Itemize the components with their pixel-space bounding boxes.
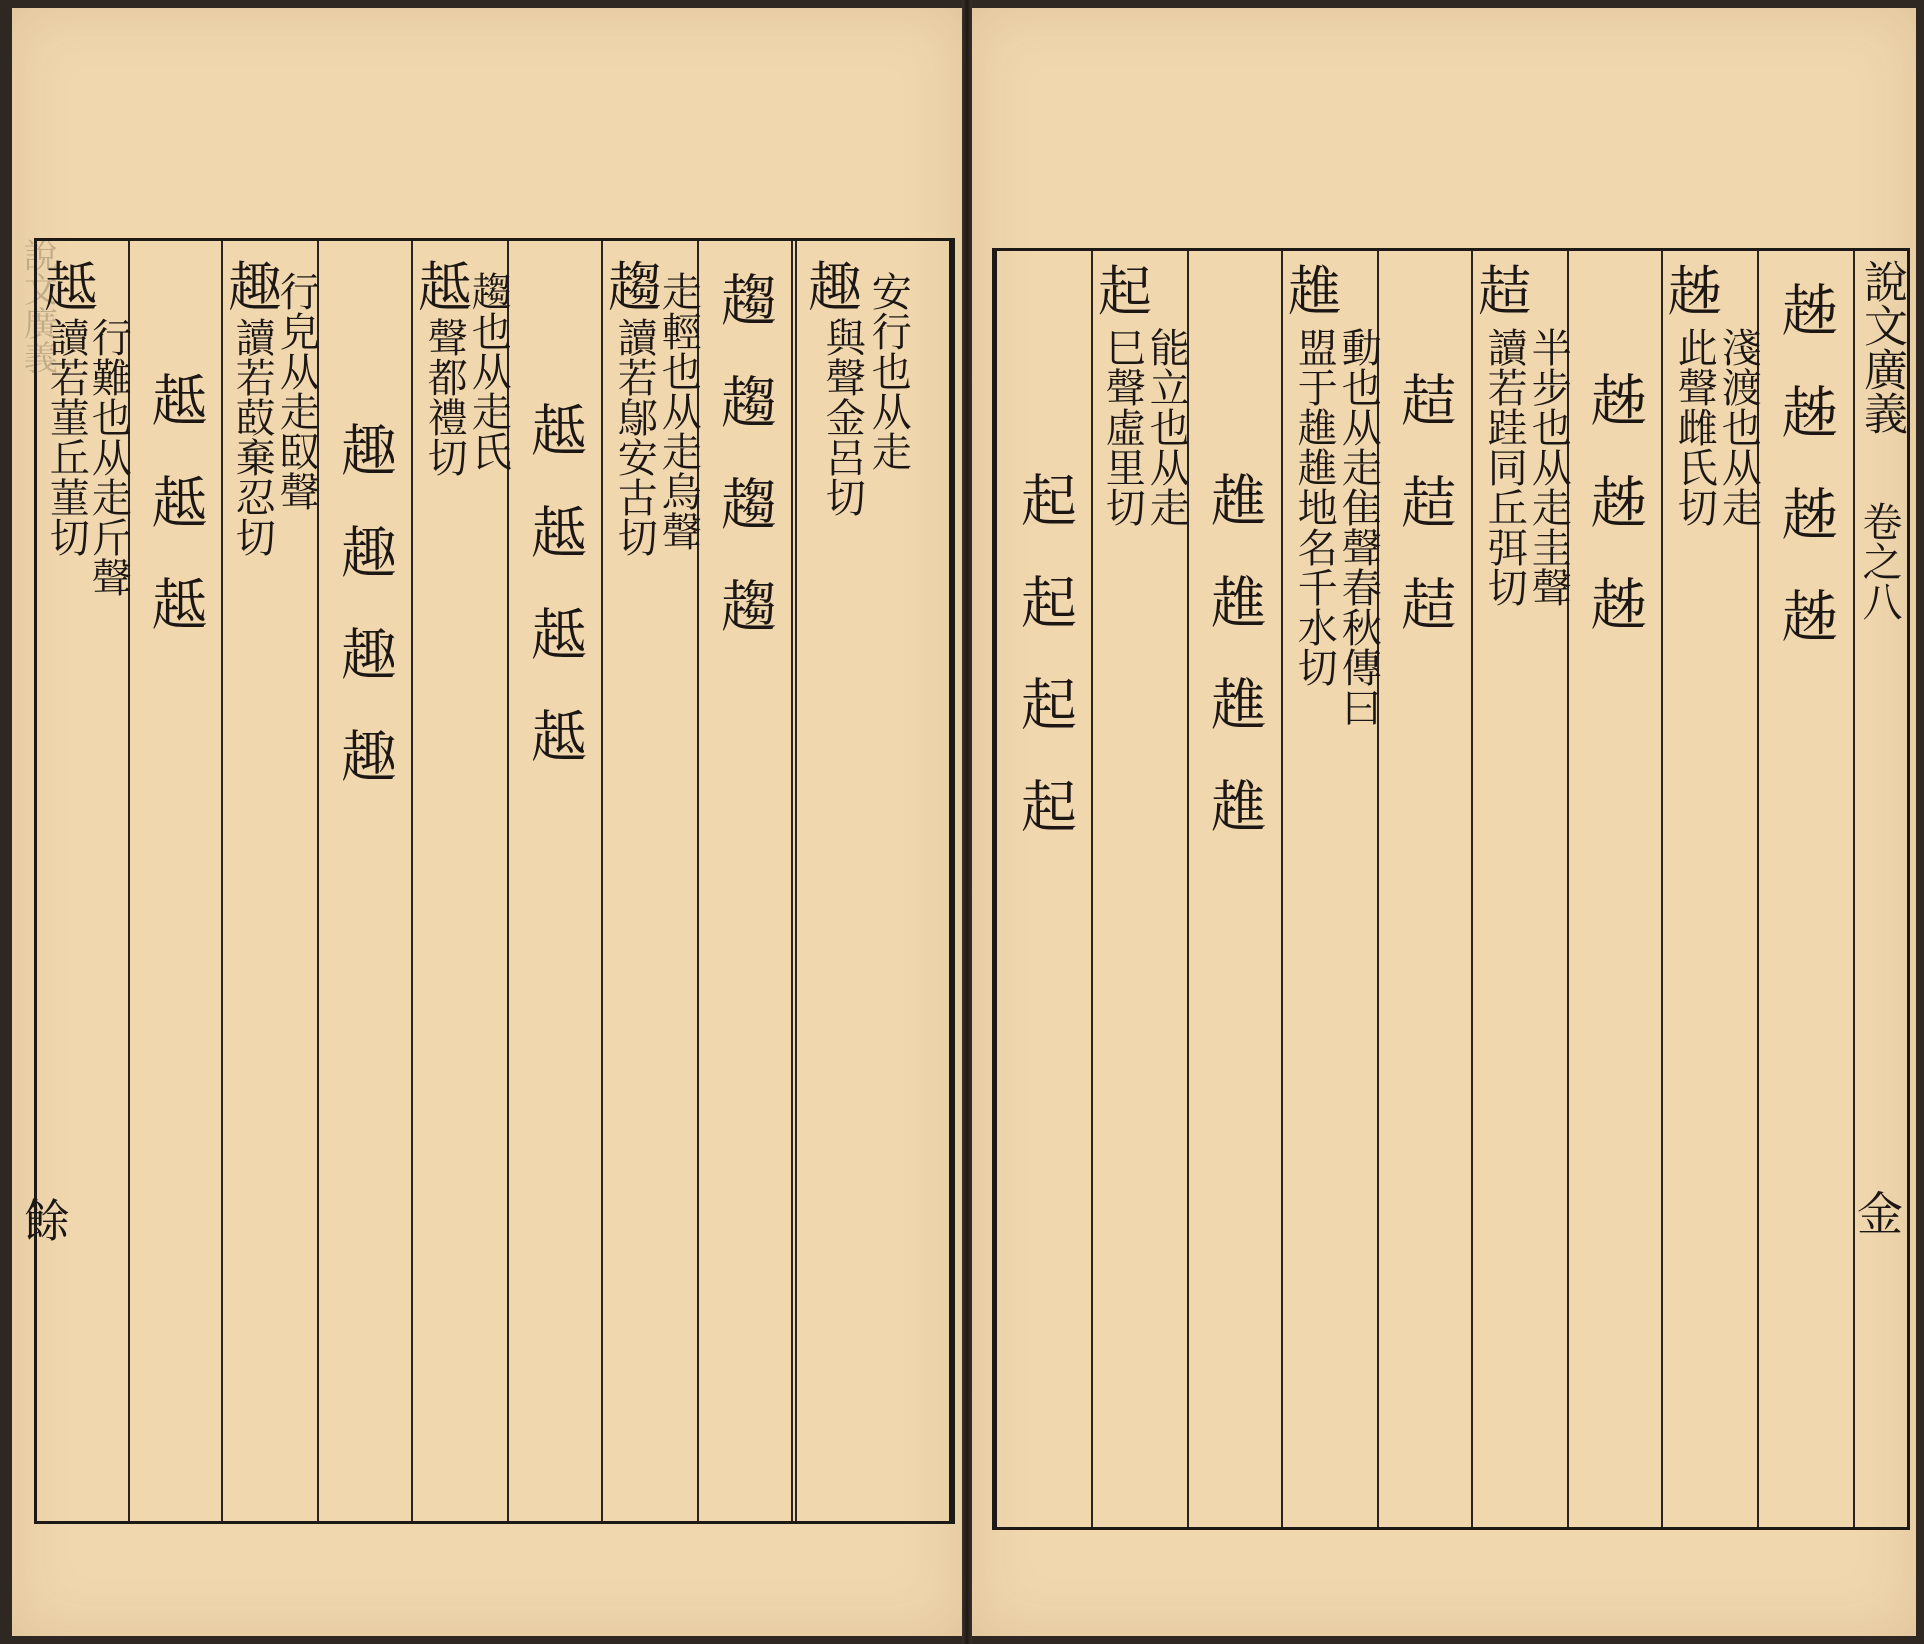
head-character: 趨 <box>608 256 662 319</box>
seal-script-glyphs: 趡趡趡趡 <box>1202 471 1267 879</box>
margin-column <box>1853 251 1907 1527</box>
seal-column <box>128 241 223 1521</box>
annotation-left-line: 讀若鄔安古切 <box>611 317 658 557</box>
seal-column <box>697 241 793 1521</box>
seal-column <box>1377 251 1473 1527</box>
annotation-left-line: 與聲金呂切 <box>819 317 866 517</box>
volume-label: 卷之八 <box>1856 501 1902 621</box>
head-character: 起 <box>1098 260 1152 323</box>
annotation-left-line: 此聲雌氏切 <box>1671 327 1718 527</box>
left-print-frame <box>34 238 955 1524</box>
show-through-text: 說文廣義 <box>17 238 58 374</box>
seal-script-glyphs: 趀趀趀 <box>1582 371 1647 677</box>
page-number-mark: 金 <box>1857 1187 1903 1241</box>
annotation-right-line: 半步也从走圭聲 <box>1525 327 1572 607</box>
head-character: 趀 <box>1668 260 1722 323</box>
seal-column <box>507 241 603 1521</box>
entry-column <box>221 241 319 1521</box>
seal-column <box>1567 251 1663 1527</box>
head-character: 趆 <box>418 256 472 319</box>
annotation-right-line: 行皃从走臤聲 <box>273 271 320 511</box>
head-character: 趌 <box>1478 260 1532 323</box>
annotation-left-line: 盟于趡趡地名千水切 <box>1291 327 1338 687</box>
annotation-left-line: 巳聲虛里切 <box>1099 327 1146 527</box>
annotation-left-line: 讀若跬同丘弭切 <box>1481 327 1528 607</box>
entry-column <box>795 241 945 1521</box>
seal-script-glyphs: 趆趆趆 <box>142 371 208 677</box>
head-character: 趣 <box>228 256 282 319</box>
seal-script-glyphs: 趆趆趆趆 <box>522 401 587 809</box>
right-print-frame <box>992 248 1910 1530</box>
seal-script-glyphs: 趌趌趌 <box>1392 371 1457 677</box>
entry-column <box>1471 251 1572 1527</box>
seal-script-glyphs: 趀趀趀趀 <box>1773 281 1838 689</box>
head-character: 趡 <box>1288 260 1342 323</box>
seal-column <box>997 251 1093 1527</box>
seal-script-glyphs: 趨趨趨趨 <box>712 271 777 679</box>
left-page <box>12 8 962 1636</box>
entry-column <box>601 241 702 1521</box>
annotation-left-line: 聲都禮切 <box>421 317 468 477</box>
annotation-right-line: 淺渡也从走 <box>1715 327 1762 527</box>
seal-column <box>1757 251 1855 1527</box>
annotation-right-line: 能立也从走 <box>1143 327 1190 527</box>
annotation-left-line: 讀若菫丘菫切 <box>43 317 90 557</box>
left-margin-page-mark: 餘 <box>24 1194 70 1248</box>
head-character: 趆 <box>44 256 98 319</box>
annotation-left-line: 讀若菣棄忍切 <box>229 317 276 557</box>
seal-column <box>1187 251 1283 1527</box>
annotation-right-line: 走輕也从走烏聲 <box>655 271 702 551</box>
entry-column <box>1661 251 1762 1527</box>
entry-column <box>37 241 130 1521</box>
annotation-right-line: 動也从走隹聲春秋傳曰 <box>1335 327 1382 727</box>
seal-script-glyphs: 起起起起 <box>1012 471 1077 879</box>
seal-script-glyphs: 趣趣趣趣 <box>332 421 397 829</box>
entry-column <box>1281 251 1382 1527</box>
seal-column <box>317 241 413 1521</box>
book-title: 說文廣義 <box>1856 259 1907 435</box>
annotation-right-line: 安行也从走 <box>865 271 912 471</box>
annotation-right-line: 趨也从走氏 <box>465 271 512 471</box>
entry-column <box>1091 251 1189 1527</box>
head-character: 趣 <box>808 256 862 319</box>
right-page <box>972 8 1916 1636</box>
book-gutter <box>962 0 972 1644</box>
entry-column <box>411 241 512 1521</box>
annotation-right-line: 行難也从走斤聲 <box>85 317 132 597</box>
